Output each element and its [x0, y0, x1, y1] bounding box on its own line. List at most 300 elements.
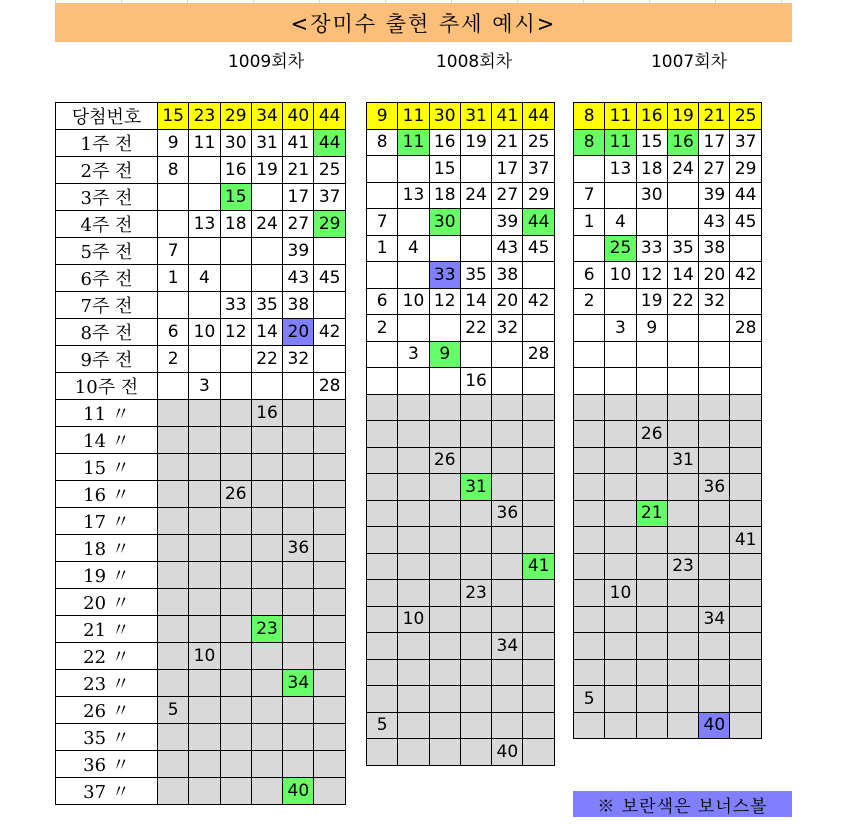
number-cell	[429, 633, 460, 660]
number-cell: 35	[251, 292, 282, 319]
number-cell	[730, 580, 761, 607]
number-cell	[189, 670, 220, 697]
week-label: 36 〃	[56, 751, 158, 778]
number-cell: 13	[605, 156, 636, 183]
number-cell	[251, 751, 282, 778]
table-row	[367, 739, 555, 766]
number-cell: 1	[367, 235, 398, 262]
number-cell	[460, 553, 491, 580]
number-cell	[667, 421, 698, 448]
number-cell	[667, 527, 698, 554]
table-row	[574, 500, 762, 527]
table-row	[367, 500, 555, 527]
table-row	[367, 553, 555, 580]
table-row	[56, 481, 346, 508]
number-cell: 4	[605, 209, 636, 236]
number-cell: 3	[398, 341, 429, 368]
number-cell	[251, 724, 282, 751]
number-cell	[523, 474, 554, 501]
number-cell	[314, 346, 345, 373]
number-cell	[605, 394, 636, 421]
number-cell	[492, 606, 523, 633]
table-row	[574, 288, 762, 315]
winning-number: 15	[158, 103, 189, 130]
number-cell: 9	[636, 315, 667, 342]
number-cell: 22	[251, 346, 282, 373]
number-cell	[367, 341, 398, 368]
number-cell	[251, 454, 282, 481]
number-cell: 39	[283, 238, 314, 265]
number-cell	[158, 751, 189, 778]
number-cell: 6	[367, 288, 398, 315]
number-cell	[730, 659, 761, 686]
number-cell	[189, 751, 220, 778]
table-row	[367, 394, 555, 421]
number-cell	[367, 394, 398, 421]
number-cell	[667, 633, 698, 660]
number-cell	[220, 724, 251, 751]
number-cell: 23	[667, 553, 698, 580]
number-cell	[636, 527, 667, 554]
number-cell: 41	[523, 553, 554, 580]
number-cell	[730, 474, 761, 501]
number-cell	[158, 373, 189, 400]
number-cell	[398, 447, 429, 474]
number-cell: 15	[636, 129, 667, 156]
week-label: 9주 전	[56, 346, 158, 373]
number-cell	[398, 527, 429, 554]
winning-number: 30	[429, 103, 460, 130]
number-cell: 10	[189, 319, 220, 346]
number-cell	[605, 686, 636, 713]
number-cell	[220, 589, 251, 616]
table-row	[574, 235, 762, 262]
number-cell	[429, 315, 460, 342]
number-cell: 8	[158, 157, 189, 184]
number-cell	[251, 697, 282, 724]
number-cell: 10	[605, 262, 636, 289]
page-title: <장미수 출현 추세 예시>	[55, 3, 792, 42]
number-cell: 43	[492, 235, 523, 262]
number-cell: 16	[460, 368, 491, 395]
number-cell	[367, 474, 398, 501]
number-cell	[429, 659, 460, 686]
table-row	[367, 129, 555, 156]
number-cell: 11	[605, 129, 636, 156]
number-cell	[251, 778, 282, 805]
number-cell	[367, 182, 398, 209]
number-cell	[523, 421, 554, 448]
number-cell	[158, 481, 189, 508]
number-cell	[429, 235, 460, 262]
number-cell	[574, 315, 605, 342]
number-cell	[699, 421, 730, 448]
number-cell	[398, 209, 429, 236]
week-label: 22 〃	[56, 643, 158, 670]
table-row	[574, 315, 762, 342]
number-cell	[314, 724, 345, 751]
number-cell	[398, 262, 429, 289]
number-cell: 44	[730, 182, 761, 209]
number-cell	[605, 447, 636, 474]
number-cell: 31	[667, 447, 698, 474]
number-cell	[636, 368, 667, 395]
number-cell: 31	[460, 474, 491, 501]
number-cell: 44	[523, 209, 554, 236]
number-cell	[251, 373, 282, 400]
number-cell: 33	[220, 292, 251, 319]
number-cell: 19	[460, 129, 491, 156]
number-cell: 37	[730, 129, 761, 156]
number-cell	[492, 394, 523, 421]
number-cell	[220, 400, 251, 427]
number-cell	[460, 341, 491, 368]
number-cell	[523, 712, 554, 739]
number-cell: 19	[251, 157, 282, 184]
week-label: 3주 전	[56, 184, 158, 211]
table-row	[367, 474, 555, 501]
number-cell: 24	[251, 211, 282, 238]
number-cell	[699, 394, 730, 421]
number-cell	[398, 659, 429, 686]
number-cell	[460, 606, 491, 633]
winning-number: 19	[667, 103, 698, 130]
table-row	[574, 686, 762, 713]
table-row	[56, 211, 346, 238]
number-cell	[314, 670, 345, 697]
number-cell	[605, 712, 636, 739]
number-cell	[367, 368, 398, 395]
number-cell: 11	[398, 129, 429, 156]
number-cell	[429, 474, 460, 501]
number-cell: 38	[699, 235, 730, 262]
number-cell: 18	[429, 182, 460, 209]
number-cell	[367, 527, 398, 554]
number-cell	[574, 633, 605, 660]
number-cell	[523, 500, 554, 527]
table-row	[56, 697, 346, 724]
week-label: 7주 전	[56, 292, 158, 319]
number-cell: 20	[492, 288, 523, 315]
week-label: 4주 전	[56, 211, 158, 238]
week-label: 2주 전	[56, 157, 158, 184]
number-cell	[605, 288, 636, 315]
week-label: 20 〃	[56, 589, 158, 616]
number-cell	[523, 659, 554, 686]
number-cell: 23	[251, 616, 282, 643]
table-row	[56, 643, 346, 670]
number-cell	[367, 633, 398, 660]
number-cell	[251, 508, 282, 535]
number-cell: 21	[283, 157, 314, 184]
table-row	[367, 527, 555, 554]
number-cell	[699, 447, 730, 474]
number-cell	[636, 633, 667, 660]
number-cell: 12	[429, 288, 460, 315]
number-cell: 2	[574, 288, 605, 315]
number-cell	[574, 659, 605, 686]
number-cell	[605, 368, 636, 395]
number-cell: 5	[158, 697, 189, 724]
winning-number: 25	[730, 103, 761, 130]
number-cell	[314, 697, 345, 724]
number-cell	[574, 341, 605, 368]
number-cell	[492, 659, 523, 686]
number-cell	[398, 500, 429, 527]
number-cell	[220, 265, 251, 292]
number-cell	[283, 427, 314, 454]
number-cell	[398, 739, 429, 766]
round-label-1008: 1008회차	[435, 52, 513, 72]
number-cell	[158, 535, 189, 562]
number-cell	[460, 209, 491, 236]
table-row	[574, 394, 762, 421]
number-cell	[283, 562, 314, 589]
number-cell	[220, 454, 251, 481]
number-cell	[523, 606, 554, 633]
table-row	[367, 288, 555, 315]
table-row	[367, 368, 555, 395]
number-cell: 7	[574, 182, 605, 209]
number-cell	[398, 156, 429, 183]
number-cell	[492, 686, 523, 713]
number-cell	[189, 481, 220, 508]
number-cell	[460, 156, 491, 183]
number-cell	[220, 643, 251, 670]
table-row	[574, 209, 762, 236]
table-row	[574, 606, 762, 633]
winning-number: 31	[460, 103, 491, 130]
table-row	[574, 262, 762, 289]
number-cell	[429, 421, 460, 448]
number-cell: 14	[460, 288, 491, 315]
table-row	[56, 265, 346, 292]
number-cell: 16	[429, 129, 460, 156]
winning-number: 11	[605, 103, 636, 130]
number-cell: 41	[730, 527, 761, 554]
number-cell	[636, 553, 667, 580]
number-cell	[220, 346, 251, 373]
number-cell	[189, 724, 220, 751]
winning-number: 34	[251, 103, 282, 130]
number-cell	[667, 368, 698, 395]
week-label: 37 〃	[56, 778, 158, 805]
table-row	[56, 346, 346, 373]
number-cell: 6	[574, 262, 605, 289]
number-cell	[398, 315, 429, 342]
number-cell: 12	[220, 319, 251, 346]
number-cell	[429, 527, 460, 554]
number-cell	[699, 368, 730, 395]
number-cell	[574, 156, 605, 183]
number-cell	[189, 562, 220, 589]
winning-number: 16	[636, 103, 667, 130]
table-row	[574, 712, 762, 739]
number-cell	[523, 580, 554, 607]
number-cell: 42	[730, 262, 761, 289]
number-cell	[523, 394, 554, 421]
number-cell: 42	[523, 288, 554, 315]
number-cell	[189, 589, 220, 616]
number-cell	[667, 394, 698, 421]
number-cell: 20	[283, 319, 314, 346]
number-cell	[220, 778, 251, 805]
number-cell	[189, 184, 220, 211]
number-cell	[314, 481, 345, 508]
winning-number: 11	[398, 103, 429, 130]
number-cell	[636, 580, 667, 607]
number-cell	[605, 633, 636, 660]
number-cell	[667, 686, 698, 713]
number-cell: 14	[251, 319, 282, 346]
table-row	[56, 562, 346, 589]
table-row	[367, 606, 555, 633]
number-cell	[158, 508, 189, 535]
number-cell	[251, 238, 282, 265]
number-cell: 15	[429, 156, 460, 183]
number-cell	[699, 500, 730, 527]
table-row	[56, 157, 346, 184]
number-cell: 32	[492, 315, 523, 342]
week-label: 6주 전	[56, 265, 158, 292]
number-cell: 19	[636, 288, 667, 315]
number-cell	[158, 400, 189, 427]
table-row	[574, 156, 762, 183]
number-cell	[189, 157, 220, 184]
number-cell	[189, 697, 220, 724]
number-cell	[574, 527, 605, 554]
number-cell	[314, 643, 345, 670]
table-row	[56, 724, 346, 751]
number-cell	[460, 235, 491, 262]
number-cell: 2	[158, 346, 189, 373]
number-cell: 26	[429, 447, 460, 474]
number-cell	[283, 616, 314, 643]
number-cell: 27	[699, 156, 730, 183]
number-cell	[429, 739, 460, 766]
number-cell: 5	[367, 712, 398, 739]
week-label: 1주 전	[56, 130, 158, 157]
table-row	[56, 184, 346, 211]
number-cell	[220, 373, 251, 400]
number-cell	[398, 474, 429, 501]
number-cell	[398, 394, 429, 421]
number-cell	[398, 368, 429, 395]
number-cell: 33	[636, 235, 667, 262]
number-cell	[220, 751, 251, 778]
table-row	[367, 659, 555, 686]
number-cell: 16	[667, 129, 698, 156]
number-cell	[667, 341, 698, 368]
number-cell	[574, 500, 605, 527]
number-cell	[367, 262, 398, 289]
winning-row	[367, 103, 555, 130]
number-cell: 10	[398, 606, 429, 633]
number-cell	[314, 400, 345, 427]
number-cell	[429, 580, 460, 607]
number-cell: 26	[636, 421, 667, 448]
number-cell: 41	[283, 130, 314, 157]
number-cell	[667, 580, 698, 607]
number-cell: 30	[429, 209, 460, 236]
number-cell	[460, 527, 491, 554]
number-cell: 16	[220, 157, 251, 184]
table-row	[367, 315, 555, 342]
table-row	[367, 712, 555, 739]
week-label: 8주 전	[56, 319, 158, 346]
week-label: 14 〃	[56, 427, 158, 454]
table-row	[367, 235, 555, 262]
number-cell: 39	[492, 209, 523, 236]
number-cell	[158, 616, 189, 643]
winning-number: 23	[189, 103, 220, 130]
week-label: 17 〃	[56, 508, 158, 535]
number-cell: 17	[283, 184, 314, 211]
number-cell	[189, 400, 220, 427]
number-cell	[574, 447, 605, 474]
number-cell	[220, 238, 251, 265]
table-row	[56, 535, 346, 562]
number-cell	[605, 421, 636, 448]
number-cell	[460, 447, 491, 474]
number-cell	[283, 481, 314, 508]
number-cell	[251, 562, 282, 589]
number-cell	[220, 427, 251, 454]
number-cell	[667, 606, 698, 633]
header-label: 당첨번호	[56, 103, 158, 130]
table-row	[367, 421, 555, 448]
number-cell	[574, 368, 605, 395]
number-cell	[398, 712, 429, 739]
table-row	[367, 447, 555, 474]
table-row	[574, 527, 762, 554]
table-row	[56, 319, 346, 346]
table-row	[574, 659, 762, 686]
number-cell: 37	[314, 184, 345, 211]
winning-number: 44	[523, 103, 554, 130]
number-cell	[605, 341, 636, 368]
number-cell: 40	[699, 712, 730, 739]
number-cell	[367, 500, 398, 527]
number-cell	[523, 633, 554, 660]
number-cell	[730, 712, 761, 739]
number-cell	[283, 751, 314, 778]
number-cell: 9	[158, 130, 189, 157]
number-cell	[398, 580, 429, 607]
number-cell	[636, 447, 667, 474]
number-cell	[367, 553, 398, 580]
number-cell	[636, 394, 667, 421]
number-cell	[699, 659, 730, 686]
winning-number: 8	[574, 103, 605, 130]
number-cell	[523, 262, 554, 289]
number-cell	[699, 580, 730, 607]
number-cell	[158, 562, 189, 589]
number-cell	[636, 209, 667, 236]
number-cell	[574, 474, 605, 501]
number-cell	[398, 553, 429, 580]
number-cell: 29	[314, 211, 345, 238]
number-cell	[158, 211, 189, 238]
number-cell: 34	[492, 633, 523, 660]
number-cell	[730, 606, 761, 633]
number-cell	[492, 712, 523, 739]
number-cell	[460, 633, 491, 660]
number-cell	[492, 341, 523, 368]
number-cell	[730, 368, 761, 395]
number-cell: 24	[667, 156, 698, 183]
number-cell	[460, 712, 491, 739]
